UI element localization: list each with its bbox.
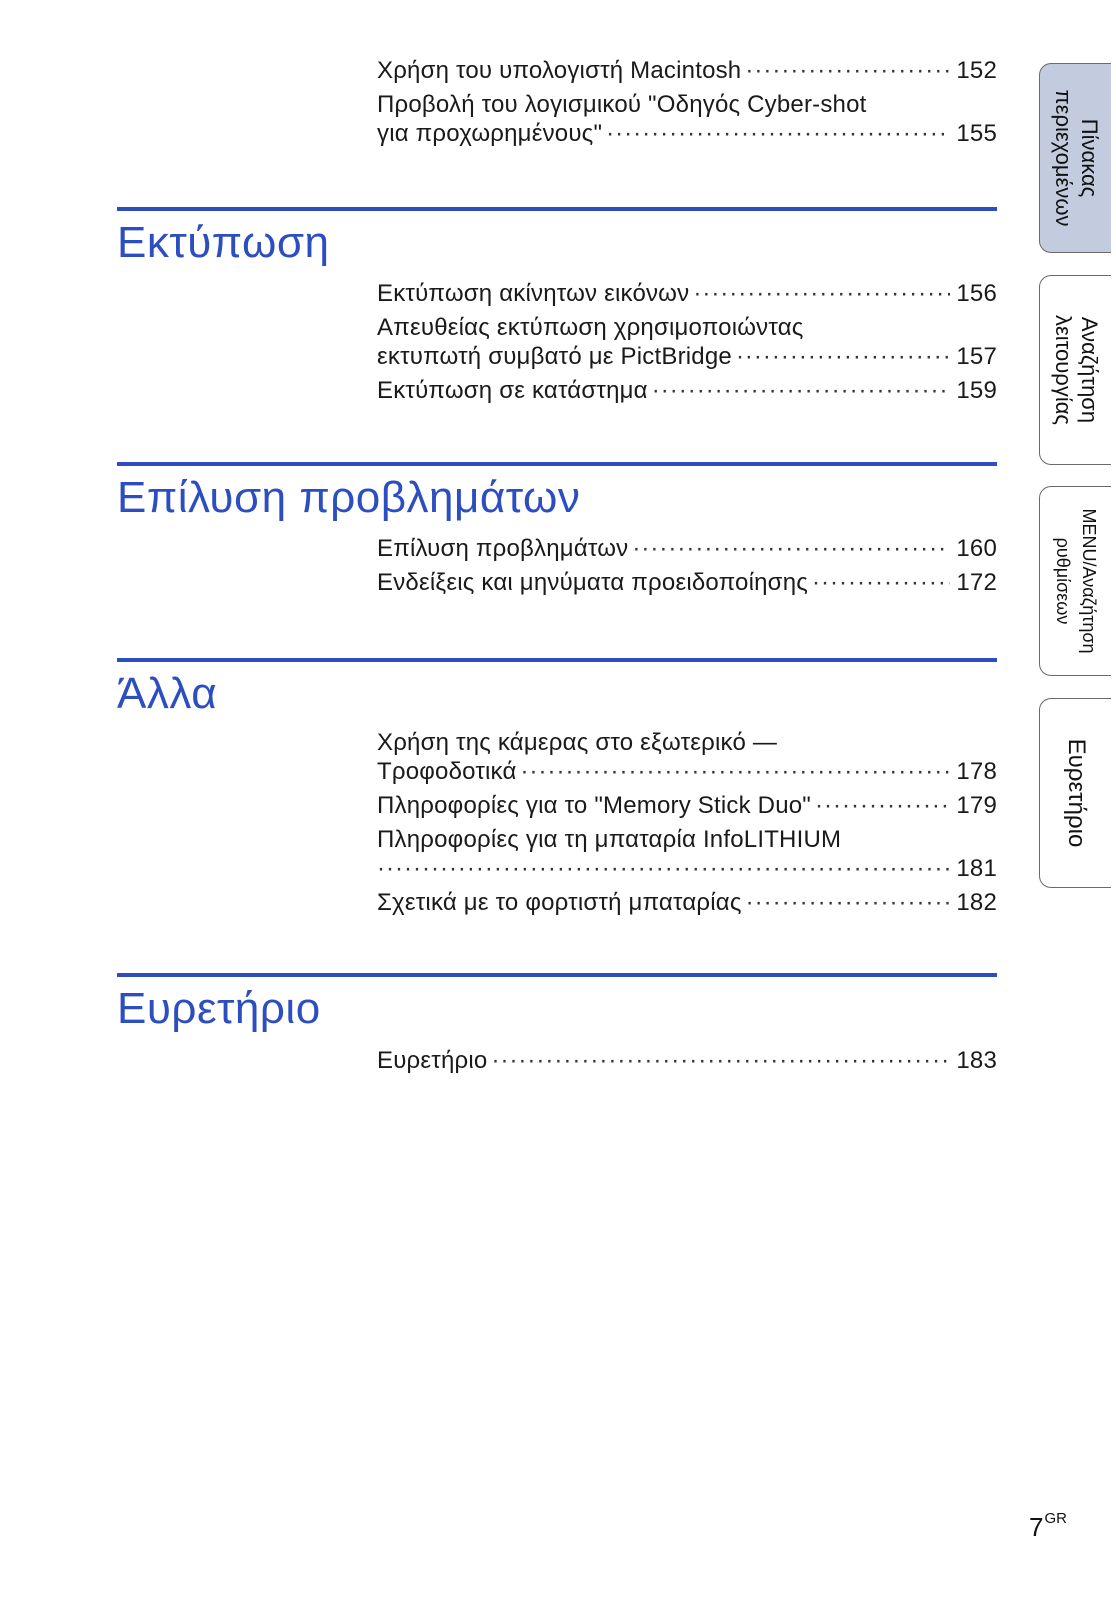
leader-dots <box>377 854 950 883</box>
toc-entry[interactable] <box>377 568 997 597</box>
page-number <box>1029 1512 1067 1543</box>
toc-entry-page: 181 <box>956 855 997 882</box>
toc-entry-page: 157 <box>956 343 997 370</box>
toc-entry[interactable] <box>377 728 997 786</box>
page-number-suffix: GR <box>1044 1510 1067 1527</box>
toc-index-group <box>377 1046 997 1080</box>
toc-entry[interactable] <box>377 90 997 148</box>
tab-index[interactable] <box>1039 698 1111 888</box>
toc-entry-label: Χρήση του υπολογιστή Macintosh <box>377 57 742 84</box>
toc-entry[interactable] <box>377 534 997 563</box>
toc-entry[interactable] <box>377 376 997 405</box>
tab-menu-settings-search[interactable] <box>1039 486 1111 676</box>
toc-entry[interactable] <box>377 56 997 85</box>
leader-dots <box>606 119 950 148</box>
leader-dots <box>746 888 951 917</box>
toc-entry-label: Εκτύπωση σε κατάστημα <box>377 377 648 404</box>
tab-table-of-contents[interactable] <box>1039 63 1111 253</box>
leader-dots <box>652 376 951 405</box>
toc-troubleshooting-group <box>377 534 997 602</box>
toc-entry-page: 155 <box>956 120 997 147</box>
toc-entry-page: 179 <box>956 792 997 819</box>
toc-entry-page: 172 <box>956 569 997 596</box>
leader-dots <box>491 1046 950 1075</box>
leader-dots <box>693 279 950 308</box>
toc-entry-page: 156 <box>956 280 997 307</box>
section-title-index: Ευρετήριο <box>117 984 321 1033</box>
toc-top-group <box>377 56 997 153</box>
section-title-other: Άλλα <box>117 669 218 718</box>
toc-entry[interactable] <box>377 888 997 917</box>
leader-dots <box>815 791 950 820</box>
toc-entry-label: Τροφοδοτικά <box>377 758 517 785</box>
tab-label: ρυθμίσεων <box>1052 537 1073 625</box>
leader-dots <box>521 757 951 786</box>
tab-label: λειτουργίας <box>1050 314 1076 426</box>
toc-entry-label-line1: Χρήση της κάμερας στο εξωτερικό — <box>377 729 778 756</box>
tab-label: Ευρετήριο <box>1062 738 1090 848</box>
toc-entry[interactable] <box>377 313 997 371</box>
toc-entry-label: εκτυπωτή συμβατό με PictBridge <box>377 343 732 370</box>
leader-dots <box>745 56 950 85</box>
toc-other-group <box>377 728 997 922</box>
tab-label: Αναζήτηση <box>1076 316 1102 424</box>
leader-dots <box>736 342 950 371</box>
section-divider <box>117 462 997 466</box>
section-title-printing: Εκτύπωση <box>117 218 330 267</box>
toc-entry-page: 160 <box>956 535 997 562</box>
section-title-troubleshooting: Επίλυση προβλημάτων <box>117 473 581 522</box>
toc-entry-label: Ενδείξεις και μηνύματα προειδοποίησης <box>377 569 809 596</box>
section-divider <box>117 973 997 977</box>
toc-entry-page: 183 <box>956 1047 997 1074</box>
toc-entry-label-line1: Προβολή του λογισμικού "Οδηγός Cyber-shot <box>377 91 867 118</box>
tab-label: Πίνακας <box>1076 118 1102 198</box>
toc-entry-label: Σχετικά με το φορτιστή μπαταρίας <box>377 889 742 916</box>
toc-entry[interactable] <box>377 791 997 820</box>
toc-entry-page: 182 <box>956 889 997 916</box>
toc-printing-group <box>377 279 997 410</box>
toc-entry-label: για προχωρημένους" <box>377 120 603 147</box>
toc-entry[interactable] <box>377 279 997 308</box>
toc-entry-label: Επίλυση προβλημάτων <box>377 535 629 562</box>
toc-entry-label: Πληροφορίες για το "Memory Stick Duo" <box>377 792 812 819</box>
tab-label: περιεχομένων <box>1050 89 1076 227</box>
toc-entry-page: 159 <box>956 377 997 404</box>
tab-label: MENU/Αναζήτηση <box>1078 508 1099 654</box>
toc-entry-label: Ευρετήριο <box>377 1047 488 1074</box>
toc-entry-label-line1: Πληροφορίες για τη μπαταρία InfoLITHIUM <box>377 826 842 853</box>
leader-dots <box>812 568 950 597</box>
toc-entry-label-line1: Απευθείας εκτύπωση χρησιμοποιώντας <box>377 314 804 341</box>
toc-entry-label: Εκτύπωση ακίνητων εικόνων <box>377 280 690 307</box>
toc-entry[interactable] <box>377 825 997 883</box>
leader-dots <box>632 534 950 563</box>
toc-entry[interactable] <box>377 1046 997 1075</box>
section-divider <box>117 658 997 662</box>
section-divider <box>117 207 997 211</box>
toc-entry-page: 178 <box>956 758 997 785</box>
tab-function-search[interactable] <box>1039 275 1111 465</box>
page-number-value: 7 <box>1029 1512 1044 1542</box>
toc-entry-page: 152 <box>956 57 997 84</box>
